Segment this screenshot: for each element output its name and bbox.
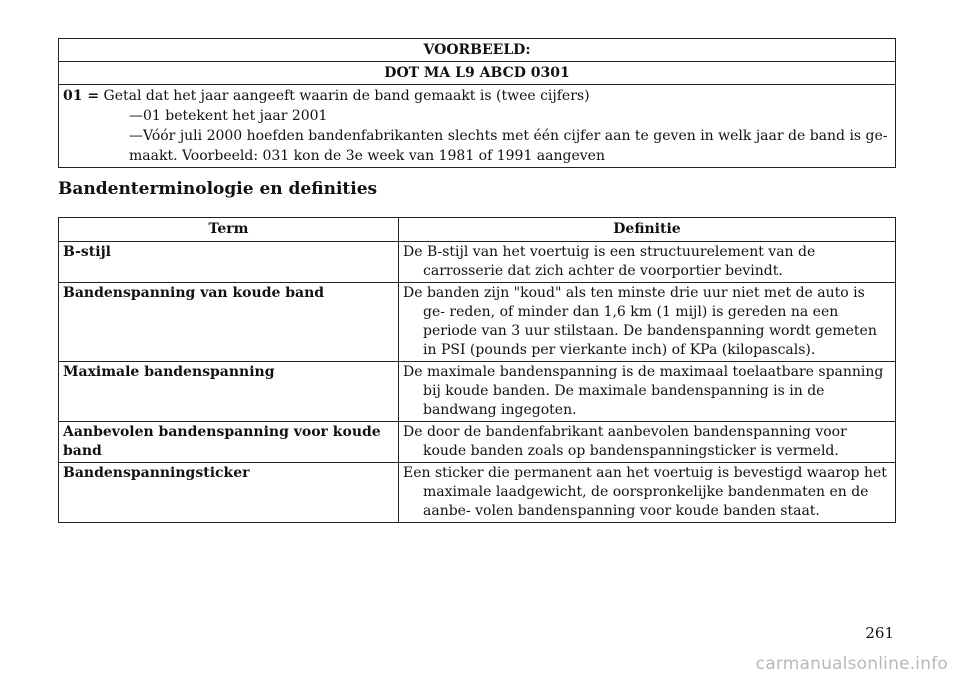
table-row xyxy=(59,242,896,283)
definition-cell: Een sticker die permanent aan het voertuig is bevestigd waarop het maximale laadgewicht, de oorspronkelijke bandenmaten en de aanbe- volen bandenspanning voor koude banden staat. xyxy=(399,463,896,523)
term-cell: Bandenspanningsticker xyxy=(59,463,399,523)
watermark: carmanualsonline.info xyxy=(755,654,948,674)
definitions-table xyxy=(58,217,896,523)
header-definition: Definitie xyxy=(399,218,896,242)
example-description: Getal dat het jaar aangeeft waarin de band gemaakt is (twee cijfers) xyxy=(103,88,590,104)
example-table xyxy=(58,38,896,168)
example-explanation xyxy=(59,85,896,168)
table-row xyxy=(59,362,896,422)
example-note-1: —01 betekent het jaar 2001 xyxy=(129,108,328,124)
definition-cell: De maximale bandenspanning is de maximaal toelaatbare spanning bij koude banden. De maximale bandenspanning is in de bandwang ingegoten. xyxy=(399,362,896,422)
table-row xyxy=(59,283,896,362)
term-cell: Aanbevolen bandenspanning voor koude band xyxy=(59,422,399,463)
table-row xyxy=(59,422,896,463)
example-code: DOT MA L9 ABCD 0301 xyxy=(59,62,896,85)
example-note-2: —Vóór juli 2000 hoefden bandenfabrikanten slechts met één cijfer aan te geven in welk jaar de band is ge- xyxy=(129,128,888,144)
example-label: 01 = xyxy=(63,88,100,104)
definitions-header-row xyxy=(59,218,896,242)
example-note-2-continued: maakt. Voorbeeld: 031 kon de 3e week van 1981 of 1991 aangeven xyxy=(129,148,605,164)
example-title-row xyxy=(59,39,896,62)
section-heading: Bandenterminologie en definities xyxy=(58,179,378,199)
definition-cell: De B-stijl van het voertuig is een structuurelement van de carrosserie dat zich achter de voorportier bevindt. xyxy=(399,242,896,283)
term-cell: Bandenspanning van koude band xyxy=(59,283,399,362)
header-term: Term xyxy=(59,218,399,242)
term-cell: Maximale bandenspanning xyxy=(59,362,399,422)
definition-cell: De door de bandenfabrikant aanbevolen bandenspanning voor koude banden zoals op bandenspanningsticker is vermeld. xyxy=(399,422,896,463)
table-row xyxy=(59,463,896,523)
term-cell: B-stijl xyxy=(59,242,399,283)
example-code-row xyxy=(59,62,896,85)
page-number: 261 xyxy=(865,624,894,642)
example-explanation-row xyxy=(59,85,896,168)
example-title: VOORBEELD: xyxy=(59,39,896,62)
definition-cell: De banden zijn "koud" als ten minste drie uur niet met de auto is ge- reden, of minder dan 1,6 km (1 mijl) is gereden na een periode van 3 uur stilstaan. De bandenspanning wordt gemeten in PSI (pounds per vierkante inch) of KPa (kilopascals). xyxy=(399,283,896,362)
